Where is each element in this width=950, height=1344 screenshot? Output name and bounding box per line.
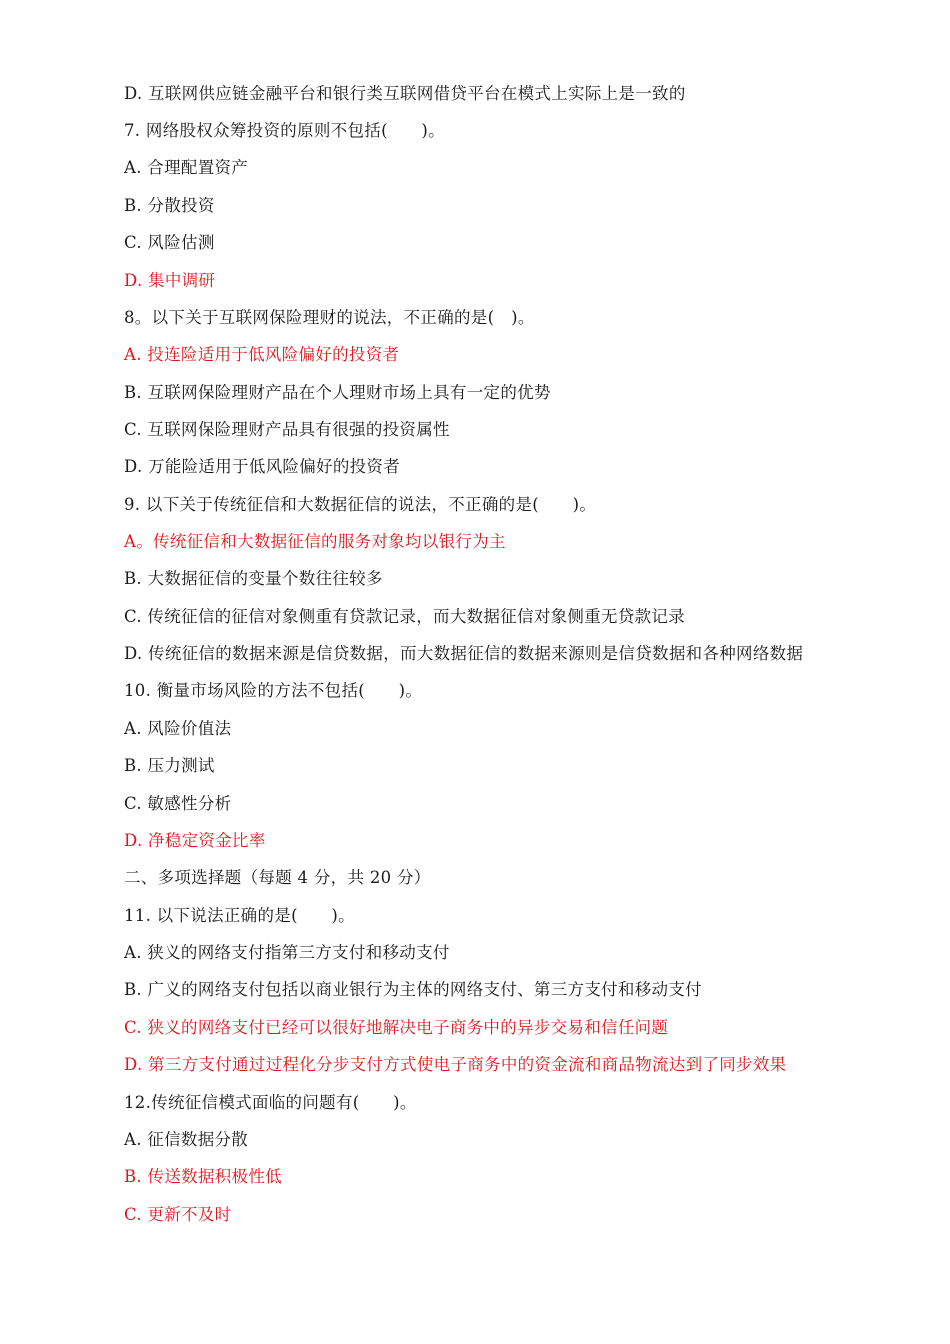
- option-b-line: B. 分散投资: [124, 196, 215, 215]
- answer-option-c: C. 更新不及时: [124, 1205, 232, 1224]
- option-b-line: B. 压力测试: [124, 756, 215, 775]
- option-a-line: A. 风险价值法: [124, 719, 232, 738]
- option-b-line: B. 广义的网络支付包括以商业银行为主体的网络支付、第三方支付和移动支付: [124, 980, 702, 999]
- question-9: 9. 以下关于传统征信和大数据征信的说法，不正确的是( )。: [124, 495, 597, 514]
- question-8: 8。以下关于互联网保险理财的说法，不正确的是( )。: [124, 308, 535, 327]
- option-b-line: B. 互联网保险理财产品在个人理财市场上具有一定的优势: [124, 383, 551, 402]
- option-d-line: D. 传统征信的数据来源是信贷数据，而大数据征信的数据来源则是信贷数据和各种网络数据: [124, 644, 804, 663]
- answer-option-b: B. 传送数据积极性低: [124, 1167, 282, 1186]
- question-7: 7. 网络股权众筹投资的原则不包括( )。: [124, 121, 445, 140]
- option-d-line: D. 万能险适用于低风险偏好的投资者: [124, 457, 401, 476]
- question-12: 12.传统征信模式面临的问题有( )。: [124, 1093, 417, 1112]
- option-c-line: C. 敏感性分析: [124, 794, 232, 813]
- answer-option-a: A。传统征信和大数据征信的服务对象均以银行为主: [124, 532, 506, 551]
- option-a-line: A. 狭义的网络支付指第三方支付和移动支付: [124, 943, 450, 962]
- option-a-line: A. 征信数据分散: [124, 1130, 249, 1149]
- option-c-line: C. 传统征信的征信对象侧重有贷款记录，而大数据征信对象侧重无贷款记录: [124, 607, 686, 626]
- section-heading: 二、多项选择题（每题 4 分，共 20 分）: [124, 868, 431, 887]
- answer-option-d: D. 集中调研: [124, 271, 216, 290]
- answer-option-d: D. 净稳定资金比率: [124, 831, 266, 850]
- option-c-line: C. 互联网保险理财产品具有很强的投资属性: [124, 420, 450, 439]
- answer-option-c: C. 狭义的网络支付已经可以很好地解决电子商务中的异步交易和信任问题: [124, 1018, 669, 1037]
- question-10: 10. 衡量市场风险的方法不包括( )。: [124, 681, 423, 700]
- option-a-line: A. 合理配置资产: [124, 158, 249, 177]
- option-b-line: B. 大数据征信的变量个数往往较多: [124, 569, 383, 588]
- answer-option-d: D. 第三方支付通过过程化分步支付方式使电子商务中的资金流和商品物流达到了同步效果: [124, 1055, 787, 1074]
- question-11: 11. 以下说法正确的是( )。: [124, 906, 355, 925]
- answer-option-a: A. 投连险适用于低风险偏好的投资者: [124, 345, 400, 364]
- option-c-line: C. 风险估测: [124, 233, 215, 252]
- option-d-line: D. 互联网供应链金融平台和银行类互联网借贷平台在模式上实际上是一致的: [124, 84, 686, 103]
